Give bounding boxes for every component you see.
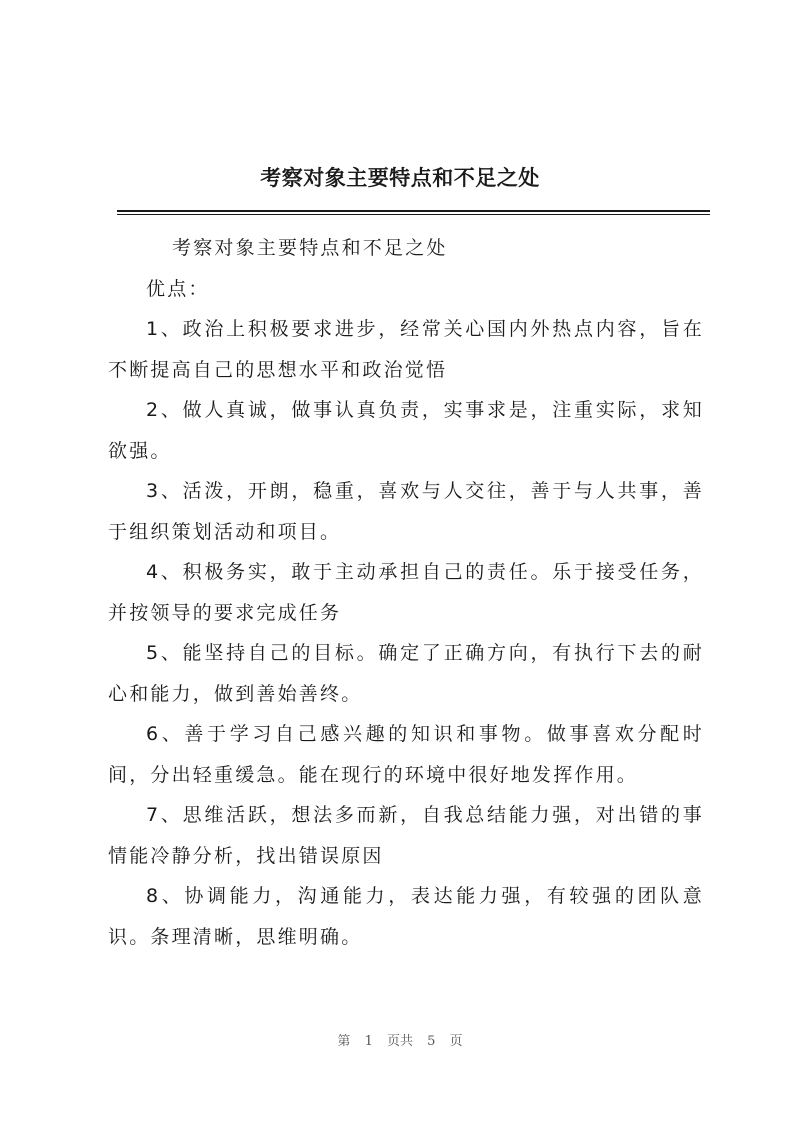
page-current: 1 [364, 1034, 373, 1049]
document-body [108, 228, 704, 957]
paragraph-item-8: 8、协调能力，沟通能力，表达能力强，有较强的团队意识。条理清晰，思维明确。 [108, 885, 704, 948]
paragraph-item-3: 3、活泼，开朗，稳重，喜欢与人交往，善于与人共事，善于组织策划活动和项目。 [108, 480, 704, 543]
paragraph-item-6: 6、善于学习自己感兴趣的知识和事物。做事喜欢分配时间，分出轻重缓急。能在现行的环境中很好地发挥作用。 [108, 723, 704, 786]
body-heading: 考察对象主要特点和不足之处 [172, 237, 448, 259]
page-suffix: 页 [449, 1034, 463, 1049]
page-total: 5 [427, 1034, 436, 1049]
title-divider-thin [117, 214, 710, 215]
page-middle: 页共 [386, 1034, 413, 1049]
page-title: 考察对象主要特点和不足之处 [260, 165, 540, 190]
title-divider [117, 210, 710, 212]
paragraph-item-2: 2、做人真诚，做事认真负责，实事求是，注重实际，求知欲强。 [108, 399, 704, 462]
section-label-strengths: 优点： [146, 277, 210, 300]
page-prefix: 第 [337, 1034, 351, 1049]
paragraph-item-5: 5、能坚持自己的目标。确定了正确方向，有执行下去的耐心和能力，做到善始善终。 [108, 642, 704, 705]
paragraph-item-7: 7、思维活跃，想法多而新，自我总结能力强，对出错的事情能冷静分析，找出错误原因 [108, 804, 704, 867]
paragraph-item-4: 4、积极务实，敢于主动承担自己的责任。乐于接受任务，并按领导的要求完成任务 [108, 561, 704, 624]
page-footer [0, 1030, 800, 1049]
paragraph-item-1: 1、政治上积极要求进步，经常关心国内外热点内容，旨在不断提高自己的思想水平和政治觉悟 [108, 318, 704, 381]
